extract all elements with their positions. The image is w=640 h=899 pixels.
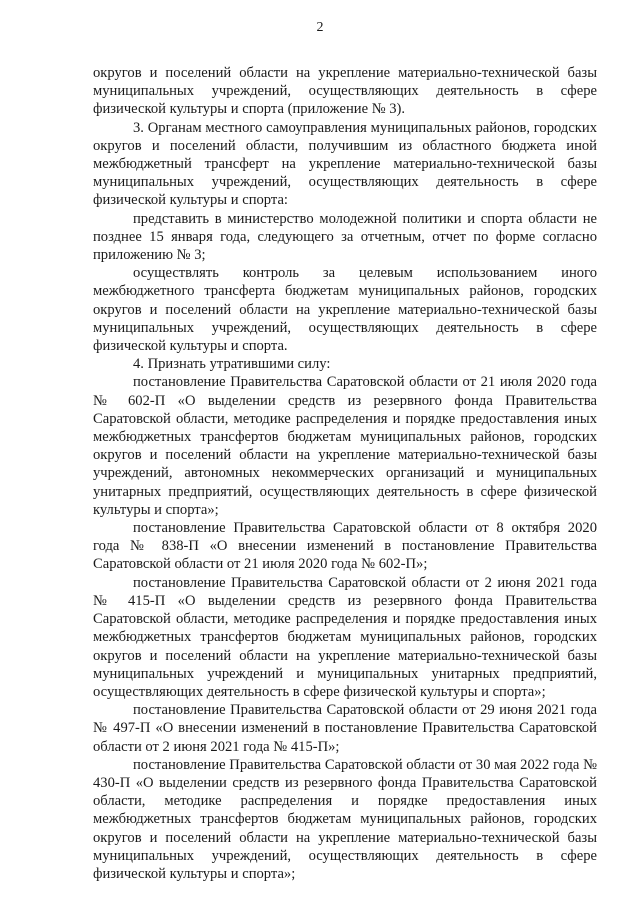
page-number: 2	[316, 20, 324, 35]
paragraph-7: постановление Правительства Саратовской области от 8 октября 2020 года № 838-П «О внесении изменений в постановление Правительства Саратовской области от 21 июля 2020 года № 602-П»;	[93, 520, 597, 573]
paragraph-10: постановление Правительства Саратовской области от 30 мая 2022 года № 430-П «О выделении средств из резервного фонда Правительства Саратовской области, методике распределения и порядке предоставления иных межбюджетных трансфертов бюджетам муниципальных районов, городских округов и поселений области на укрепление материально-технической базы муниципальных учреждений, осуществляющих деятельность в сфере физической культуры и спорта»;	[93, 756, 597, 882]
paragraph-2: 3. Органам местного самоуправления муниципальных районов, городских округов и поселений области, получившим из областного бюджета иной межбюджетный трансферт на укрепление материально-технической базы муниципальных учреждений, осуществляющих деятельность в сфере физической культуры и спорта:	[93, 119, 597, 209]
paragraph-1: округов и поселений области на укрепление материально-технической базы муниципальных учреждений, осуществляющих деятельность в сфере физической культуры и спорта (приложение № 3).	[93, 65, 597, 118]
document-body	[93, 64, 597, 883]
paragraph-9: постановление Правительства Саратовской области от 29 июня 2021 года № 497-П «О внесении изменений в постановление Правительства Саратовской области от 2 июня 2021 года № 415-П»;	[93, 702, 597, 755]
paragraph-8: постановление Правительства Саратовской области от 2 июня 2021 года № 415-П «О выделении средств из резервного фонда Правительства Саратовской области, методике распределения и порядке предоставления иных межбюджетных трансфертов бюджетам муниципальных районов, городских округов и поселений области на укрепление материально-технической базы муниципальных учреждений и муниципальных унитарных предприятий, осуществляющих деятельность в сфере физической культуры и спорта»;	[93, 574, 597, 700]
paragraph-5: 4. Признать утратившими силу:	[133, 356, 331, 373]
paragraph-3: представить в министерство молодежной политики и спорта области не позднее 15 января года, следующего за отчетным, отчет по форме согласно приложению № 3;	[93, 210, 597, 264]
paragraph-6: постановление Правительства Саратовской области от 21 июля 2020 года № 602-П «О выделении средств из резервного фонда Правительства Саратовской области, методике распределения и порядке предоставления иных межбюджетных трансфертов бюджетам муниципальных районов, городских округов и поселений области на укрепление материально-технической базы учреждений, автономных некоммерческих организаций и муниципальных унитарных предприятий, осуществляющих деятельность в сфере физической культуры и спорта»;	[93, 374, 597, 518]
paragraph-4: осуществлять контроль за целевым использованием иного межбюджетного трансферта бюджетам муниципальных районов, городских округов и поселений области на укрепление материально-технической базы муниципальных учреждений, осуществляющих деятельность в сфере физической культуры и спорта.	[93, 265, 597, 355]
